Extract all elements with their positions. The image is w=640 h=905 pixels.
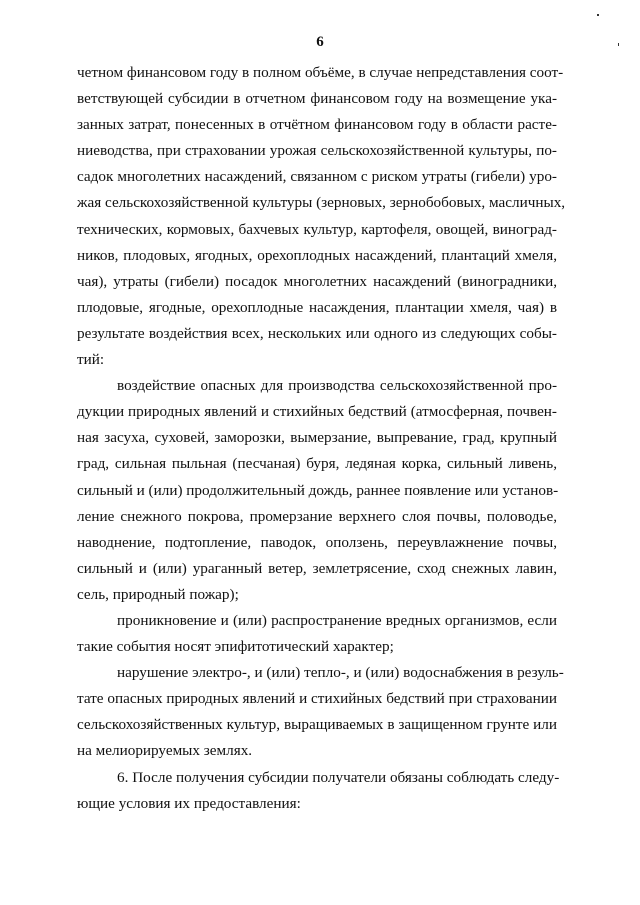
- text-line: ветствующей субсидии в отчетном финансовом году на возмещение ука-: [77, 90, 557, 108]
- text-line: садок многолетних насаждений, связанном с риском утраты (гибели) уро-: [77, 168, 557, 186]
- text-line: плодовые, ягодные, орехоплодные насаждения, плантации хмеля, чая) в: [77, 298, 557, 316]
- text-line: 6. После получения субсидии получатели обязаны соблюдать следу-: [117, 768, 560, 786]
- text-line: технических, кормовых, бахчевых культур, картофеля, овощей, виноград-: [77, 220, 557, 238]
- scan-speck: [597, 14, 599, 16]
- text-line: проникновение и (или) распространение вредных организмов, если: [117, 611, 557, 629]
- text-line: ющие условия их предоставления:: [77, 794, 301, 812]
- text-line: на мелиорируемых землях.: [77, 742, 253, 760]
- page-number: 6: [316, 34, 324, 50]
- text-line: чая), утраты (гибели) посадок многолетних насаждений (виноградники,: [77, 272, 557, 290]
- text-line: дукции природных явлений и стихийных бедствий (атмосферная, почвен-: [77, 403, 557, 421]
- text-line: сильный и (или) ураганный ветер, землетрясение, сход снежных лавин,: [77, 559, 557, 577]
- text-line: сель, природный пожар);: [77, 585, 239, 603]
- text-line: такие события носят эпифитотический характер;: [77, 638, 394, 656]
- text-line: град, сильная пыльная (песчаная) буря, ледяная корка, сильный ливень,: [77, 455, 557, 473]
- text-line: ников, плодовых, ягодных, орехоплодных насаждений, плантаций хмеля,: [77, 246, 557, 264]
- text-line: жая сельскохозяйственной культуры (зерновых, зернобобовых, масличных,: [77, 194, 566, 212]
- text-line: воздействие опасных для производства сельскохозяйственной про-: [117, 377, 557, 395]
- scan-speck: [618, 43, 619, 46]
- text-line: ная засуха, суховей, заморозки, вымерзание, выпревание, град, крупный: [77, 429, 557, 447]
- document-body: [77, 60, 566, 817]
- text-line: сельскохозяйственных культур, выращиваемых в защищенном грунте или: [77, 716, 557, 734]
- text-line: результате воздействия всех, нескольких или одного из следующих собы-: [77, 324, 557, 342]
- text-line: наводнение, подтопление, паводок, оползень, переувлажнение почвы,: [77, 533, 557, 551]
- text-line: занных затрат, понесенных в отчётном финансовом году в области расте-: [77, 116, 557, 134]
- text-line: нарушение электро-, и (или) тепло-, и (или) водоснабжения в резуль-: [117, 664, 564, 682]
- text-line: тате опасных природных явлений и стихийных бедствий при страховании: [77, 690, 557, 708]
- text-line: ниеводства, при страховании урожая сельскохозяйственной культуры, по-: [77, 142, 557, 160]
- text-line: четном финансовом году в полном объёме, в случае непредставления соот-: [77, 64, 564, 81]
- text-line: тий:: [77, 351, 105, 369]
- text-line: ление снежного покрова, промерзание верхнего слоя почвы, половодье,: [77, 507, 557, 525]
- text-line: сильный и (или) продолжительный дождь, раннее появление или установ-: [77, 481, 559, 499]
